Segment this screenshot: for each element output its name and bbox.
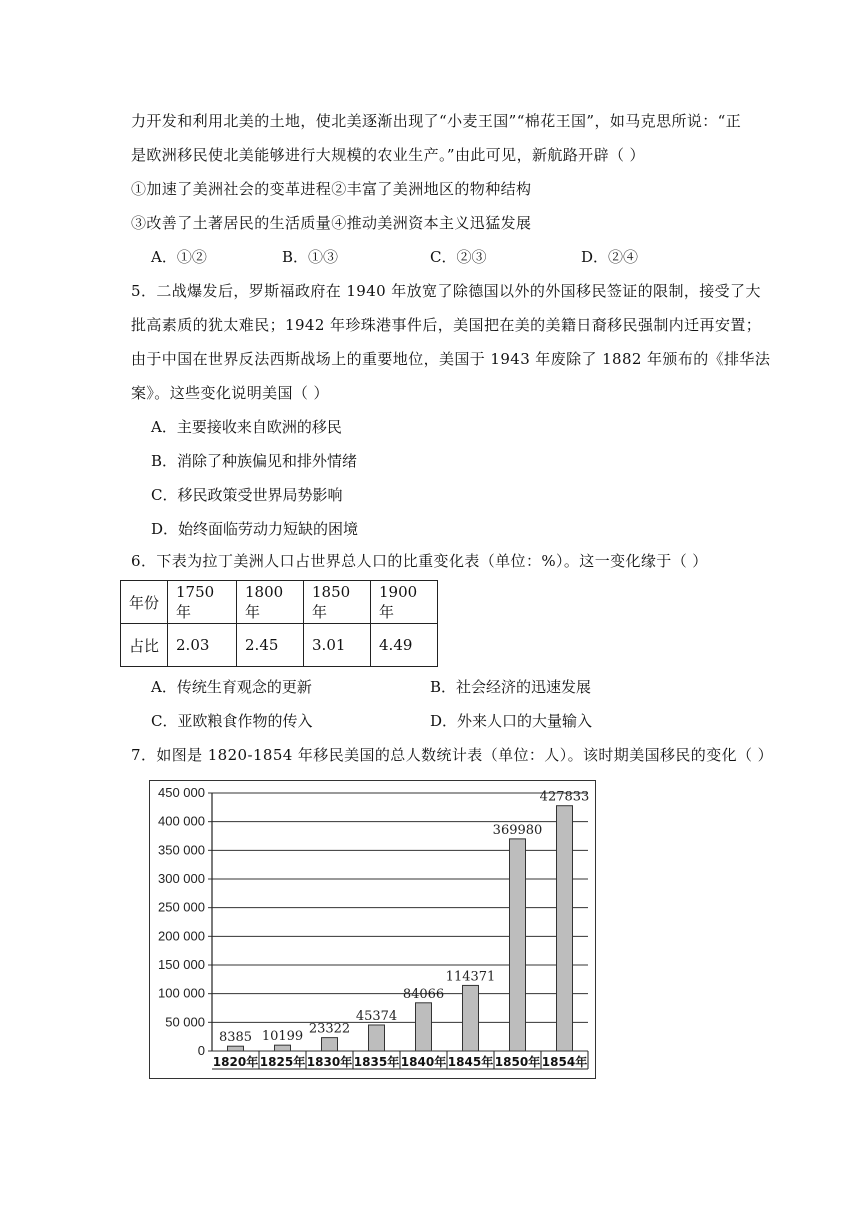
table-cell: 2.45 [237,624,304,667]
y-tick-label: 350 000 [158,842,205,858]
bar [510,839,526,1051]
y-tick-label: 250 000 [158,899,205,915]
chart-svg [150,781,594,1077]
x-tick-label: 1830年 [306,1055,353,1069]
table-cell: 3.01 [304,624,371,667]
q5-line1: 5．二战爆发后，罗斯福政府在 1940 年放宽了除德国以外的外国移民签证的限制，接受了大 [131,282,761,300]
x-tick-label: 1845年 [447,1055,494,1069]
q4-item34: ③改善了土著居民的生活质量④推动美洲资本主义迅猛发展 [131,214,532,232]
table-cell: 1850 年 [304,581,371,624]
x-tick-label: 1825年 [259,1055,306,1069]
x-tick-label: 1850年 [494,1055,541,1069]
q6-option-c[interactable]: C．亚欧粮食作物的传入 [151,712,313,730]
q7-stem: 7．如图是 1820-1854 年移民美国的总人数统计表（单位：人）。该时期美国移民的变化（ ） [131,746,773,764]
q5-line4: 案》。这些变化说明美国（ ） [131,384,329,402]
table-cell: 1750 年 [168,581,237,624]
data-label: 8385 [218,1030,253,1046]
q4-option-c[interactable]: C．②③ [430,248,487,266]
bar [322,1038,338,1051]
y-tick-label: 100 000 [158,985,205,1001]
q5-line3: 由于中国在世界反法西斯战场上的重要地位，美国于 1943 年废除了 1882 年颁布的《排华法 [131,350,771,368]
table-cell: 占比 [121,624,168,667]
data-label: 10199 [261,1029,304,1045]
y-tick-label: 50 000 [165,1014,205,1030]
bar [228,1046,244,1051]
bar [275,1045,291,1051]
q4-line1: 力开发和利用北美的土地，使北美逐渐出现了“小麦王国”“棉花王国”，如马克思所说：“正 [131,112,742,130]
bar [416,1003,432,1051]
population-share-table [120,580,438,667]
q4-option-b[interactable]: B．①③ [282,248,339,266]
data-label: 427833 [539,789,590,805]
y-tick-label: 150 000 [158,957,205,972]
y-tick-label: 0 [197,1043,205,1058]
x-tick-label: 1820年 [212,1055,259,1069]
table-cell: 1900 年 [371,581,438,624]
y-tick-label: 400 000 [158,813,205,829]
x-tick-label: 1840年 [400,1055,447,1069]
data-label: 84066 [402,986,445,1002]
bar [557,806,573,1051]
q4-line2: 是欧洲移民使北美能够进行大规模的农业生产。”由此可见，新航路开辟（ ） [131,146,645,164]
table-cell: 年份 [121,581,168,624]
y-tick-label: 450 000 [158,785,205,800]
y-tick-label: 300 000 [158,871,205,886]
q6-stem: 6．下表为拉丁美洲人口占世界总人口的比重变化表（单位：%）。这一变化缘于（ ） [131,552,708,570]
x-tick-label: 1835年 [353,1055,400,1069]
q6-option-a[interactable]: A．传统生育观念的更新 [151,678,312,696]
q5-option-b[interactable]: B．消除了种族偏见和排外情绪 [151,452,358,470]
q4-item12: ①加速了美洲社会的变革进程②丰富了美洲地区的物种结构 [131,180,532,198]
x-tick-label: 1854年 [541,1055,588,1069]
q5-option-c[interactable]: C．移民政策受世界局势影响 [151,486,343,504]
q5-option-d[interactable]: D．始终面临劳动力短缺的困境 [151,520,359,538]
table-cell: 1800 年 [237,581,304,624]
bar [463,985,479,1051]
q6-option-b[interactable]: B．社会经济的迅速发展 [430,678,592,696]
data-label: 23322 [308,1021,351,1037]
data-label: 114371 [445,969,496,985]
q5-option-a[interactable]: A．主要接收来自欧洲的移民 [151,418,342,436]
q6-option-d[interactable]: D．外来人口的大量输入 [430,712,593,730]
data-label: 45374 [355,1008,398,1024]
table-cell: 2.03 [168,624,237,667]
y-tick-label: 200 000 [158,928,205,944]
q5-line2: 批高素质的犹太难民；1942 年珍珠港事件后，美国把在美的美籍日裔移民强制内迁再安置； [131,316,762,334]
q4-option-a[interactable]: A．①② [151,248,207,266]
data-label: 369980 [492,822,543,838]
q4-option-d[interactable]: D．②④ [581,248,639,266]
immigration-bar-chart [149,780,596,1079]
table-cell: 4.49 [371,624,438,667]
table-row [121,624,438,667]
bar [369,1025,385,1051]
table-header-row [121,581,438,624]
